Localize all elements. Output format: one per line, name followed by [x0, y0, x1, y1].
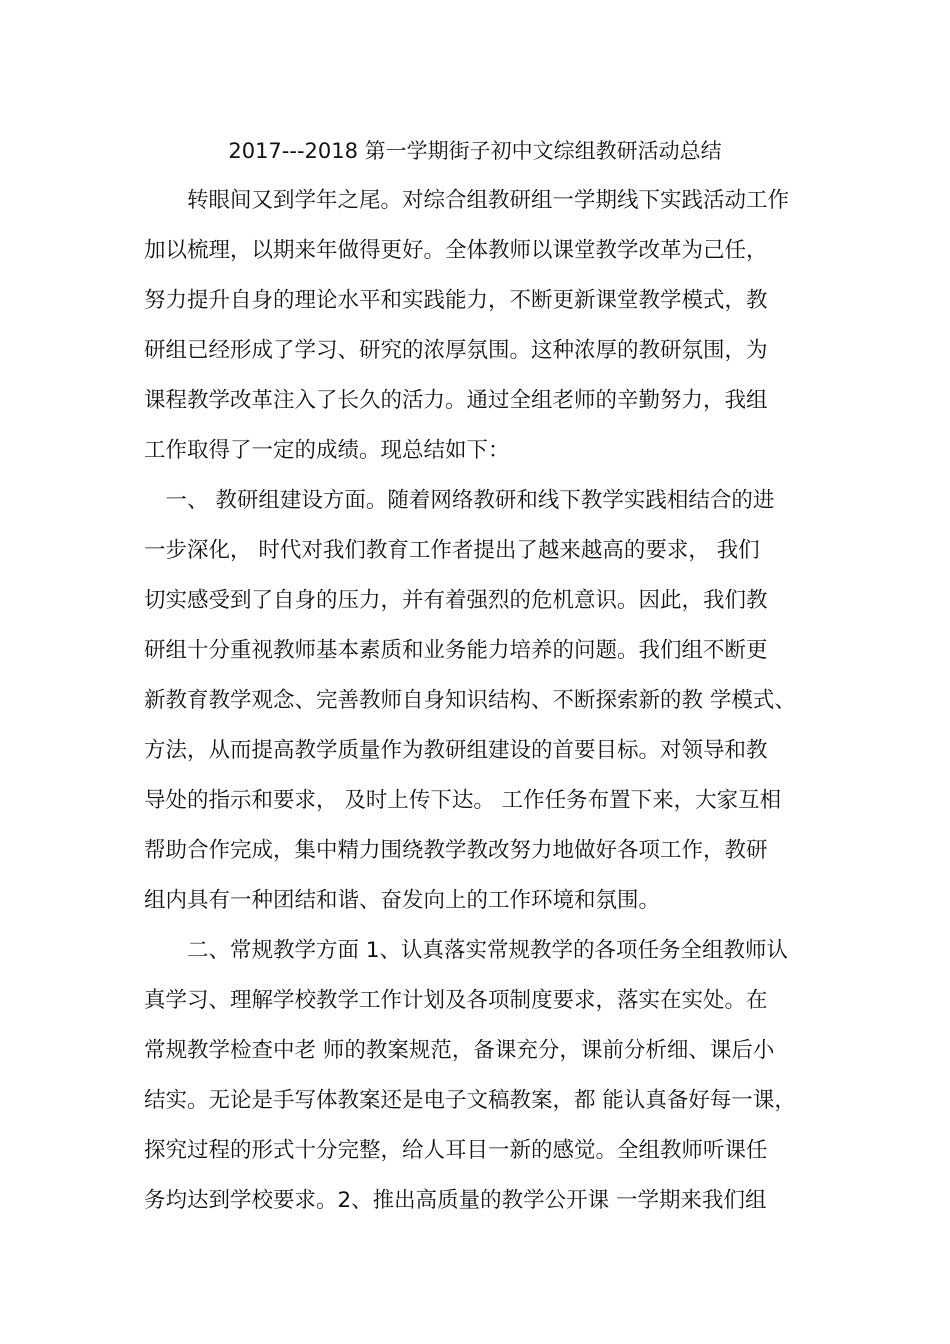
- body-line: 新教育教学观念、完善教师自身知识结构、不断探索新的教 学模式、: [144, 688, 796, 713]
- body-line: 二、常规教学方面 1、认真落实常规教学的各项任务全组教师认: [144, 938, 789, 963]
- document-title: 2017---2018 第一学期街子初中文综组教研活动总结: [228, 139, 722, 163]
- body-line: 转眼间又到学年之尾。对综合组教研组一学期线下实践活动工作: [144, 188, 790, 213]
- body-line: 帮助合作完成，集中精力围绕教学教改努力地做好各项工作，教研: [144, 838, 768, 863]
- body-line: 真学习、理解学校教学工作计划及各项制度要求，落实在实处。在: [144, 988, 768, 1013]
- body-line: 工作取得了一定的成绩。现总结如下：: [144, 438, 510, 463]
- body-line: 结实。无论是手写体教案还是电子文稿教案，都 能认真备好每一课，: [144, 1088, 796, 1113]
- body-line: 常规教学检查中老 师的教案规范，备课充分，课前分析细、课后小: [144, 1038, 775, 1063]
- body-line: 组内具有一种团结和谐、奋发向上的工作环境和氛围。: [144, 888, 661, 913]
- body-line: 加以梳理，以期来年做得更好。全体教师以课堂教学改革为己任，: [144, 238, 768, 263]
- body-line: 一步深化， 时代对我们教育工作者提出了越来越高的要求， 我们: [144, 538, 760, 563]
- body-line: 方法，从而提高教学质量作为教研组建设的首要目标。对领导和教: [144, 738, 768, 763]
- body-line: 努力提升自身的理论水平和实践能力，不断更新课堂教学模式，教: [144, 288, 768, 313]
- body-line: 一、 教研组建设方面。随着网络教研和线下教学实践相结合的进: [144, 488, 775, 513]
- body-line: 切实感受到了自身的压力，并有着强烈的危机意识。因此，我们教: [144, 588, 768, 613]
- body-line: 课程教学改革注入了长久的活力。通过全组老师的辛勤努力，我组: [144, 388, 768, 413]
- body-line: 务均达到学校要求。2、推出高质量的教学公开课 一学期来我们组: [144, 1188, 767, 1213]
- body-line: 研组十分重视教师基本素质和业务能力培养的问题。我们组不断更: [144, 638, 768, 663]
- body-line: 导处的指示和要求， 及时上传下达。 工作任务布置下来，大家互相: [144, 788, 782, 813]
- body-line: 探究过程的形式十分完整，给人耳目一新的感觉。全组教师听课任: [144, 1138, 768, 1163]
- body-line: 研组已经形成了学习、研究的浓厚氛围。这种浓厚的教研氛围，为: [144, 338, 768, 363]
